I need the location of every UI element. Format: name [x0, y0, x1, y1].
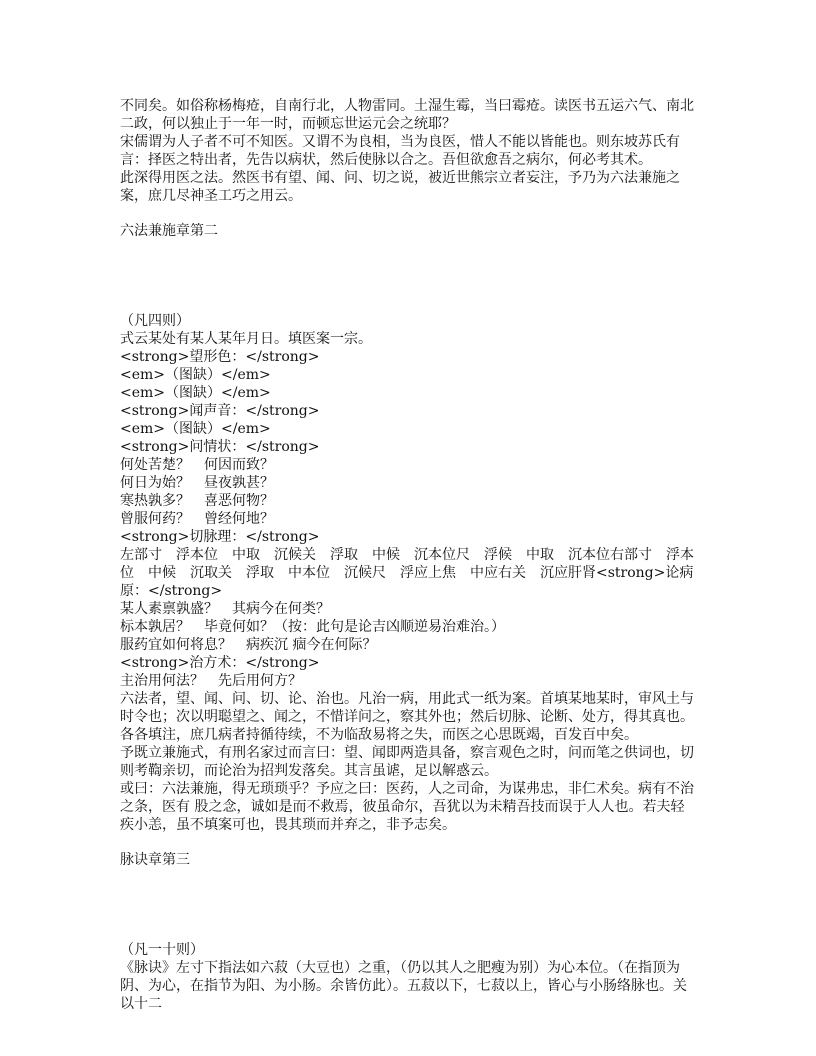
raw-markup-line: <em>（图缺）</em>: [120, 367, 271, 383]
raw-markup-line: <strong>切脉理：</strong>: [120, 529, 320, 545]
question-line: 曾服何药？ 曾经何地？: [120, 511, 274, 527]
spacer: [120, 869, 698, 941]
spacer: [120, 240, 698, 312]
question-line: 服药宜如何将息？ 病疾沉 痼今在何际？: [120, 637, 377, 653]
intro-paragraph-1: 不同矣。如俗称杨梅疮，自南行北，人物雷同。土湿生霉，当曰霉疮。读医书五运六气、南北二政，何以独止于一年一时，而顿忘世运元会之统耶？: [120, 98, 694, 132]
document-page: [120, 97, 698, 1013]
question-line: 何日为始？ 昼夜孰甚？: [120, 475, 274, 491]
raw-markup-line: <strong>治方术：</strong>: [120, 655, 320, 671]
chapter-2-count-note: （凡四则）: [120, 313, 190, 329]
question-line: 标本孰居？ 毕竟何如？（按：此句是论吉凶顺逆易治难治。）: [120, 619, 505, 635]
question-line: 主治用何法？ 先后用何方？: [120, 673, 302, 689]
body-paragraph: 或曰：六法兼施，得无琐琐乎？予应之曰：医药，人之司命，为谋弗忠，非仁术矣。病有不治之条，医有 股之念，诚如是而不救焉，彼虽命尔，吾犹以为未精吾技而误于人人也。若夫轻疾小恙，虽不填案可也，畏其琐而并弃之，非予志矣。: [120, 781, 694, 833]
raw-markup-line: <em>（图缺）</em>: [120, 421, 271, 437]
body-paragraph: 予既立兼施式，有刑名家过而言曰：望、闻即两造具备，察言观色之时，问而笔之供词也，切则考鞫亲切，而论治为招判发落矣。其言虽谑，足以解惑云。: [120, 745, 694, 779]
intro-paragraph-2: 宋儒谓为人子者不可不知医。又谓不为良相，当为良医，惜人不能以皆能也。则东坡苏氏有言：择医之特出者，先告以病状，然后使脉以合之。吾但欲愈吾之病尔，何必考其术。: [120, 134, 680, 168]
chapter-2-title: 六法兼施章第二: [120, 223, 218, 239]
chapter-3-title: 脉诀章第三: [120, 852, 190, 868]
raw-markup-line: <strong>闻声音：</strong>: [120, 403, 320, 419]
pulse-positions-line: 左部寸 浮本位 中取 沉候关 浮取 中候 沉本位尺 浮候 中取 沉本位右部寸 浮本位 中候 沉取关 浮取 中本位 沉候尺 浮应上焦 中应右关 沉应肝肾<strong>论病原：</strong>: [120, 547, 694, 599]
intro-paragraph-3: 此深得用医之法。然医书有望、闻、问、切之说，被近世熊宗立者妄注，予乃为六法兼施之案，庶几尽神圣工巧之用云。: [120, 170, 680, 204]
question-line: 某人素禀孰盛？ 其病今在何类？: [120, 601, 330, 617]
raw-markup-line: <em>（图缺）</em>: [120, 385, 271, 401]
question-line: 寒热孰多？ 喜恶何物？: [120, 493, 274, 509]
raw-markup-line: <strong>望形色：</strong>: [120, 349, 320, 365]
body-paragraph: 《脉诀》左寸下指法如六菽（大豆也）之重，（仍以其人之肥瘦为别）为心本位。（在指顶为阴、为心，在指节为阳、为小肠。余皆仿此）。五菽以下，七菽以上，皆心与小肠络脉也。关以十二: [120, 960, 687, 1012]
body-paragraph: 六法者，望、闻、问、切、论、治也。凡治一病，用此式一纸为案。首填某地某时，审风土与时令也；次以明聪望之、闻之，不惜详问之，察其外也；然后切脉、论断、处方，得其真也。各各填注，庶几病者持循待续，不为临敌易将之失，而医之心思既竭，百发百中矣。: [120, 691, 694, 743]
question-line: 何处苦楚？ 何因而致？: [120, 457, 274, 473]
form-intro-line: 式云某处有某人某年月日。填医案一宗。: [120, 331, 372, 347]
raw-markup-line: <strong>问情状：</strong>: [120, 439, 320, 455]
chapter-3-count-note: （凡一十则）: [120, 942, 204, 958]
